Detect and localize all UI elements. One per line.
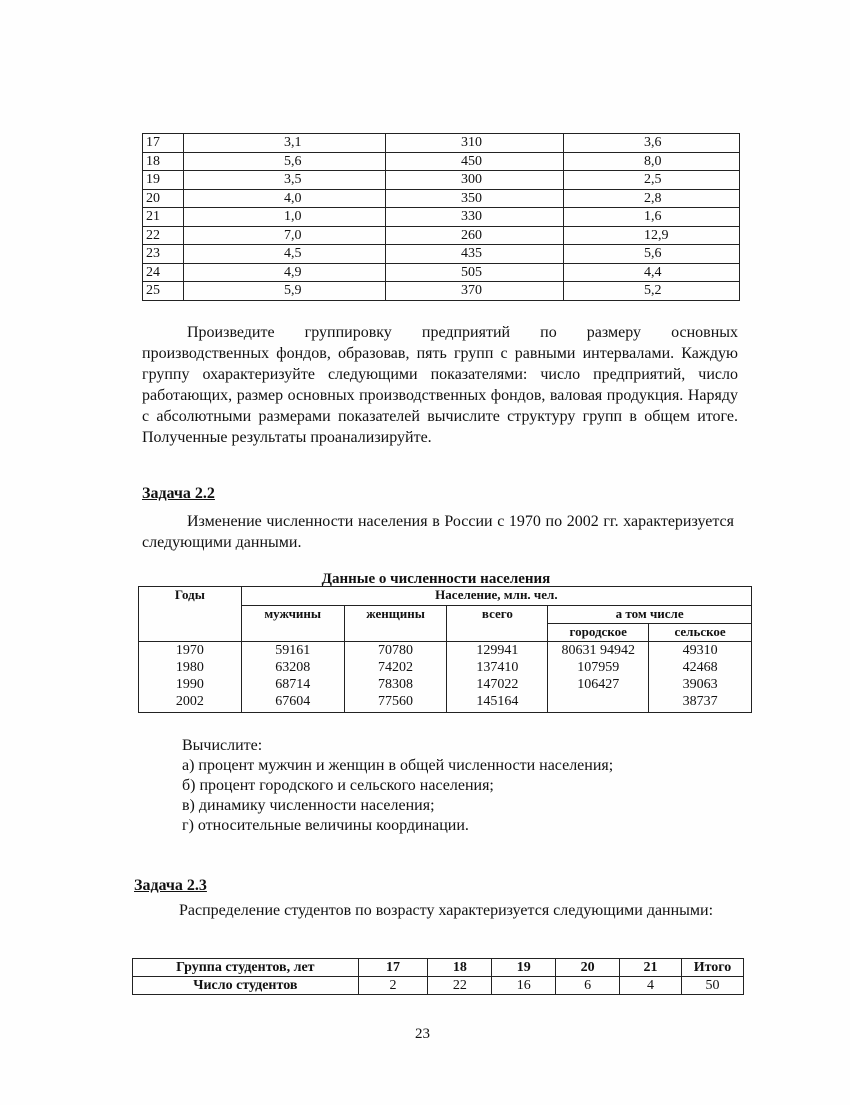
table-cell: 7,0 [184,226,386,245]
table-row [143,152,740,171]
table-cell: 300 [386,171,564,190]
table-cell: 5,9 [184,282,386,301]
count-cell: 16 [492,977,556,995]
age-cell: Итого [682,959,744,977]
table-cell: 4,0 [184,189,386,208]
header-years: Годы [139,587,242,642]
table-cell: 5,6 [184,152,386,171]
cell-value: 106427 [577,677,620,692]
cell-value: 74202 [378,660,414,675]
task-2-2-intro: Изменение численности населения в России с 1970 по 2002 гг. характеризуется следующими данными. [142,513,734,551]
header-urban: городское [548,624,649,642]
women-column [344,642,447,713]
calculate-section [182,736,613,836]
table-row [143,208,740,227]
table-cell: 23 [143,245,184,264]
table-row [143,134,740,153]
table-row [143,226,740,245]
page-number: 23 [415,1026,430,1042]
table-cell: 4,9 [184,263,386,282]
rural-column [649,642,752,713]
task-2-2-heading: Задача 2.2 [142,485,215,502]
cell-value: 1990 [175,677,204,692]
cell-value: 129941 [476,643,519,658]
table-cell: 1,6 [564,208,740,227]
enterprise-data-table [142,133,740,301]
table-cell: 450 [386,152,564,171]
total-column [447,642,548,713]
age-cell: 17 [358,959,428,977]
table-row [143,263,740,282]
header-total: всего [447,606,548,642]
table-cell: 1,0 [184,208,386,227]
calculate-item: в) динамику численности населения; [182,797,435,814]
table-cell: 24 [143,263,184,282]
urban-column [548,642,649,713]
cell-value: 80631 94942 [561,643,635,658]
table-cell: 370 [386,282,564,301]
table-cell: 330 [386,208,564,227]
age-cell: 19 [492,959,556,977]
age-cell: 18 [428,959,492,977]
cell-value: 39063 [682,677,718,692]
calculate-item: а) процент мужчин и женщин в общей численности населения; [182,757,614,774]
age-cell: 21 [620,959,682,977]
table-cell: 20 [143,189,184,208]
count-cell: 4 [620,977,682,995]
calculate-item: б) процент городского и сельского населения; [182,777,494,794]
cell-value: 2002 [175,694,204,709]
count-cell: 6 [556,977,620,995]
table-cell: 25 [143,282,184,301]
table-cell: 18 [143,152,184,171]
header-population: Население, млн. чел. [241,587,751,606]
calculate-item: г) относительные величины координации. [182,817,469,834]
student-count-label: Число студентов [133,977,359,995]
table-row [143,171,740,190]
cell-value: 1970 [175,643,204,658]
table-cell: 3,5 [184,171,386,190]
age-cell: 20 [556,959,620,977]
table-cell: 350 [386,189,564,208]
table-row [143,282,740,301]
table-cell: 4,5 [184,245,386,264]
table-cell: 2,5 [564,171,740,190]
calculate-title: Вычислите: [182,737,263,754]
table-cell: 8,0 [564,152,740,171]
table-cell: 3,1 [184,134,386,153]
task-2-3-intro: Распределение студентов по возрасту характеризуется следующими данными: [179,902,714,919]
cell-value: 68714 [275,677,311,692]
table-cell: 5,6 [564,245,740,264]
table-cell: 17 [143,134,184,153]
cell-value: 1980 [175,660,204,675]
cell-value: 137410 [476,660,519,675]
table-cell: 12,9 [564,226,740,245]
cell-value: 59161 [275,643,311,658]
table-cell: 19 [143,171,184,190]
cell-value: 107959 [577,660,620,675]
cell-value: 77560 [378,694,414,709]
table-cell: 4,4 [564,263,740,282]
cell-value: 78308 [378,677,414,692]
table-cell: 505 [386,263,564,282]
header-rural: сельское [649,624,752,642]
table-cell: 435 [386,245,564,264]
header-including: а том числе [548,606,752,624]
header-men: мужчины [241,606,344,642]
cell-value: 147022 [476,677,519,692]
grouping-instructions: Произведите группировку предприятий по размеру основных производственных фондов, образовав, пять групп с равными интервалами. Каждую группу охарактеризуйте следующими показателями: число предприятий, число работающих, размер основных производственных фондов, валовая продукция. Наряду с абсолютными размерами показателей вычислите структуру групп в общем итоге. Полученные результаты проанализируйте. [142,324,738,446]
table-row [143,189,740,208]
cell-value: 70780 [378,643,414,658]
cell-value: 38737 [682,694,718,709]
cell-value: 67604 [275,694,311,709]
count-cell: 22 [428,977,492,995]
header-women: женщины [344,606,447,642]
count-cell: 2 [358,977,428,995]
age-group-label: Группа студентов, лет [133,959,359,977]
population-table [138,586,752,713]
table-cell: 260 [386,226,564,245]
table-row [143,245,740,264]
table-cell: 21 [143,208,184,227]
cell-value: 145164 [476,694,519,709]
cell-value: 42468 [682,660,718,675]
population-table-title: Данные о численности населения [321,571,551,587]
students-age-table [132,958,744,995]
cell-value: 63208 [275,660,311,675]
years-column [139,642,242,713]
men-column [241,642,344,713]
cell-value: 49310 [682,643,718,658]
table-cell: 310 [386,134,564,153]
table-cell: 5,2 [564,282,740,301]
table-cell: 22 [143,226,184,245]
table-cell: 3,6 [564,134,740,153]
table-cell: 2,8 [564,189,740,208]
task-2-3-heading: Задача 2.3 [134,877,207,894]
count-cell: 50 [682,977,744,995]
